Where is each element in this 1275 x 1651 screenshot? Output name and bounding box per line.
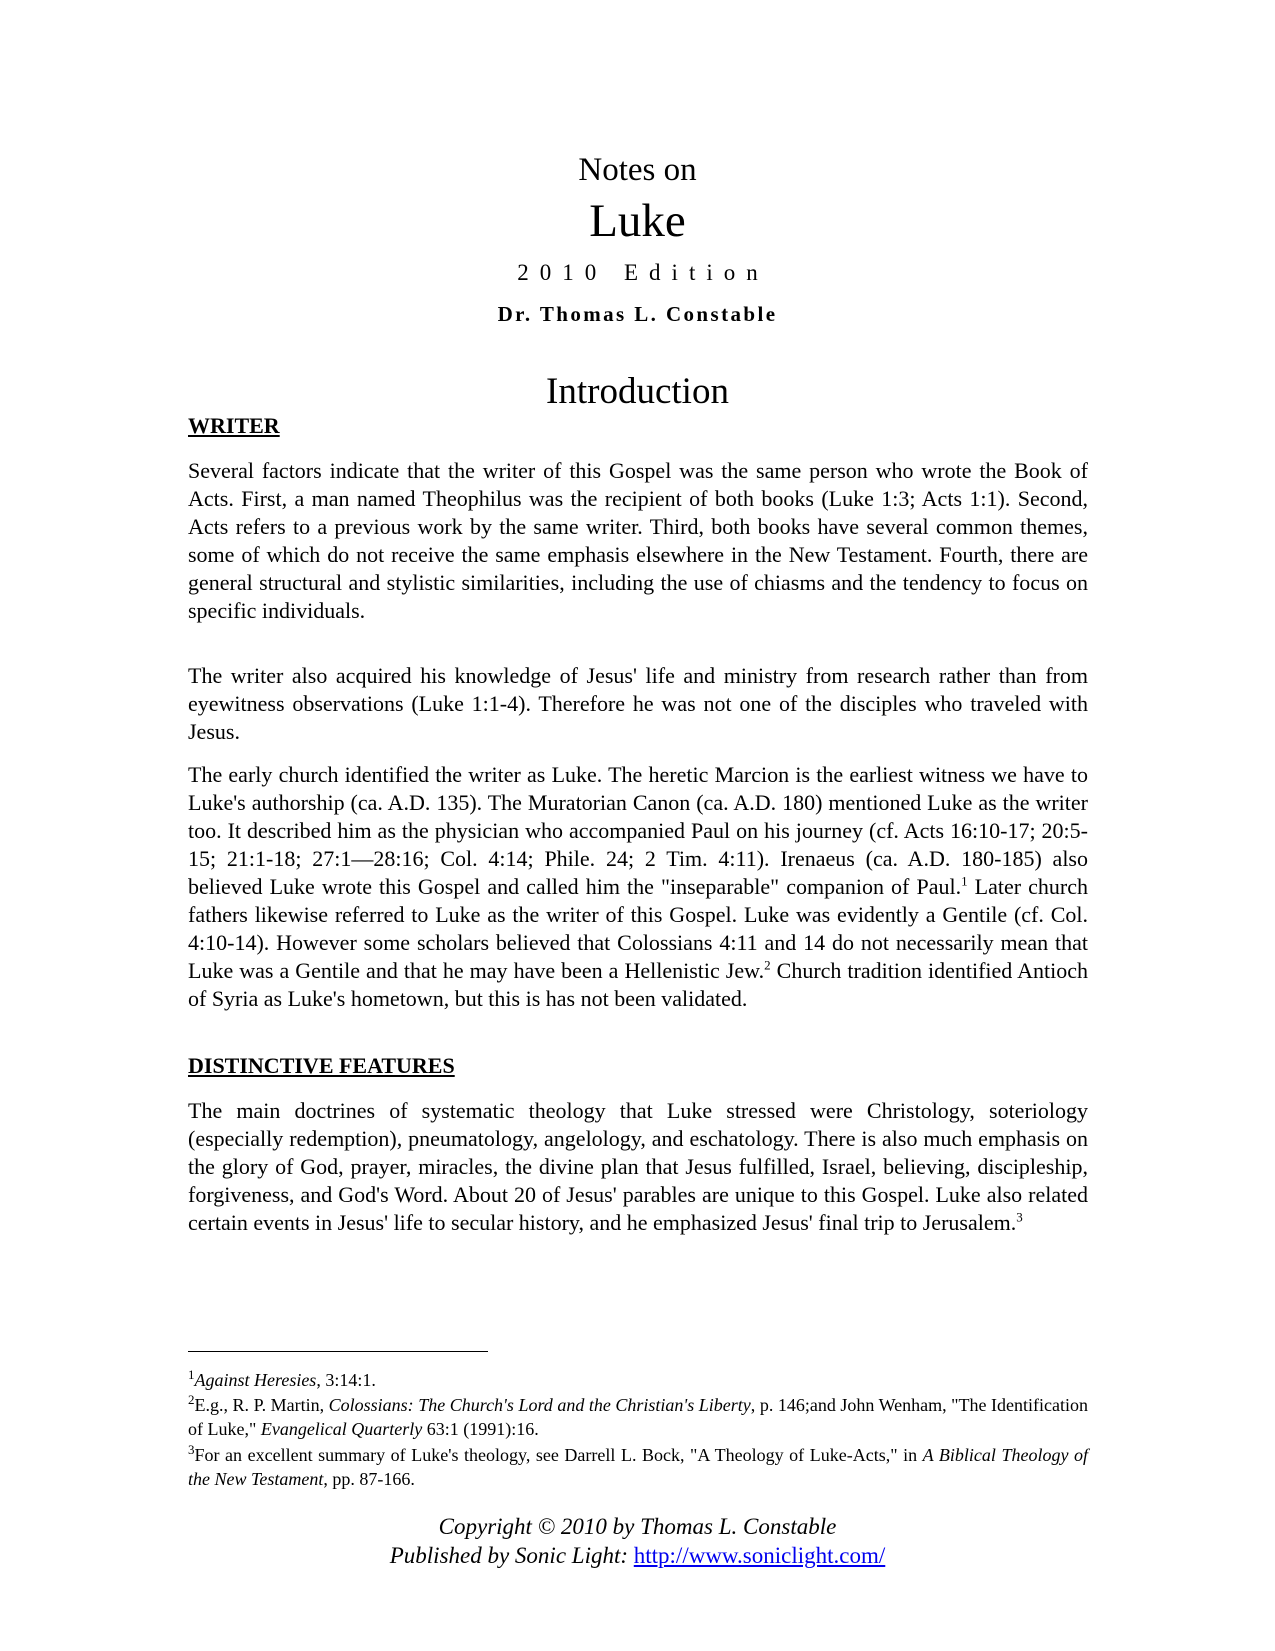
writer-paragraph-3-part-b: Later church fathers likewise referred to Luke as the writer of this Gospel. Luke was evidently a Gentile (cf. Col. 4:10-14). However some scholars believed that Colossians 4:11 and 14 do not necessarily mean that Luke was a Gentile and that he may have been a Hellenistic Jew. (188, 874, 1088, 983)
published-line (0, 1541, 1275, 1570)
copyright-line: Copyright © 2010 by Thomas L. Constable (438, 1514, 837, 1539)
distinctive-features-heading: DISTINCTIVE FEATURES (188, 1053, 455, 1078)
writer-paragraph-2: The writer also acquired his knowledge of Jesus' life and ministry from research rather than from eyewitness observations (Luke 1:1-4). Therefore he was not one of the disciples who traveled with Jesus. (188, 663, 1088, 744)
features-paragraph-1 (188, 1097, 1088, 1237)
footnote-1 (188, 1368, 1088, 1392)
footnote-2-part-a: E.g., R. P. Martin, (194, 1395, 329, 1415)
writer-heading: WRITER (188, 413, 280, 438)
footnote-2-part-b: , p. 146;and John Wenham, "The Identification of Luke," (188, 1395, 1088, 1439)
footnote-1-title: Against Heresies (194, 1370, 317, 1390)
footnote-3-number: 3 (188, 1442, 195, 1457)
writer-paragraph-3 (188, 761, 1088, 1013)
writer-paragraph-1: Several factors indicate that the writer of this Gospel was the same person who wrote the Book of Acts. First, a man named Theophilus was the recipient of both books (Luke 1:3; Acts 1:1). Second, Acts refers to a previous work by the same writer. Third, both books have several common themes, some of which do not receive the same emphasis elsewhere in the New Testament. Fourth, there are general structural and stylistic similarities, including the use of chiasms and the tendency to focus on specific individuals. (188, 458, 1088, 623)
edition-label: 2010 Edition (517, 260, 769, 285)
footnote-1-number: 1 (188, 1367, 195, 1382)
footnote-separator (188, 1351, 488, 1352)
footnote-3-title: A Biblical Theology of the New Testament (188, 1445, 1088, 1489)
notes-on-label: Notes on (578, 152, 697, 188)
writer-paragraph-3-part-a: The early church identified the writer as Luke. The heretic Marcion is the earliest witness we have to Luke's authorship (ca. A.D. 135). The Muratorian Canon (ca. A.D. 180) mentioned Luke as the writer too. It described him as the physician who accompanied Paul on his journey (cf. Acts 16:10-17; 20:5-15; 21:1-18; 27:1—28:16; Col. 4:14; Phile. 24; 2 Tim. 4:11). Irenaeus (ca. A.D. 180-185) also believed Luke wrote this Gospel and called him the "inseparable" companion of Paul. (188, 762, 1088, 899)
footnote-ref-2[interactable]: 2 (764, 957, 771, 973)
footnote-2 (188, 1393, 1088, 1441)
footnote-2-part-c: 63:1 (1991):16. (422, 1419, 539, 1439)
footnote-ref-1[interactable]: 1 (961, 873, 968, 889)
writer-paragraph-3-part-c: Church tradition identified Antioch of Syria as Luke's hometown, but this is has not been validated. (188, 958, 1088, 1011)
footnote-2-title: Colossians: The Church's Lord and the Christian's Liberty (328, 1395, 751, 1415)
footnote-3-part-b: , pp. 87-166. (323, 1469, 415, 1489)
footnote-3-part-a: For an excellent summary of Luke's theology, see Darrell L. Bock, "A Theology of Luke-Acts," in (194, 1445, 923, 1465)
author-name: Dr. Thomas L. Constable (497, 302, 778, 326)
footnote-3 (188, 1443, 1088, 1491)
soniclight-link[interactable]: http://www.soniclight.com/ (633, 1543, 886, 1568)
book-title: Luke (589, 195, 686, 247)
features-paragraph-1-text: The main doctrines of systematic theology that Luke stressed were Christology, soteriology (especially redemption), pneumatology, angelology, and eschatology. There is also much emphasis on the glory of God, prayer, miracles, the divine plan that Jesus fulfilled, Israel, believing, discipleship, forgiveness, and God's Word. About 20 of Jesus' parables are unique to this Gospel. Luke also related certain events in Jesus' life to secular history, and he emphasized Jesus' final trip to Jerusalem. (188, 1098, 1088, 1235)
footnote-2-number: 2 (188, 1392, 195, 1407)
published-by-label: Published by Sonic Light: (389, 1543, 634, 1568)
footnote-ref-3[interactable]: 3 (1016, 1209, 1023, 1225)
footnote-2-journal: Evangelical Quarterly (260, 1419, 423, 1439)
footnote-1-rest: , 3:14:1. (316, 1370, 376, 1390)
section-title: Introduction (546, 371, 729, 412)
